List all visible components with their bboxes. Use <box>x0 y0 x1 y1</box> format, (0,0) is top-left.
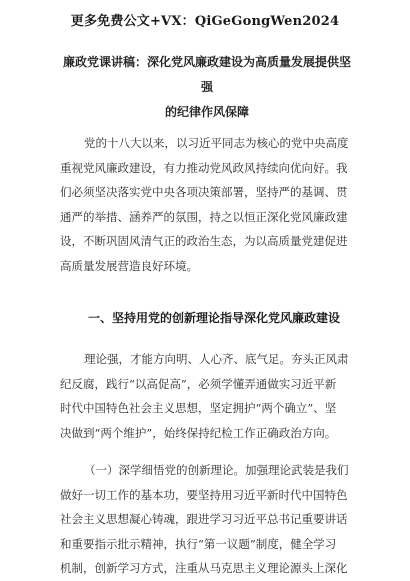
text-line: 做好一切工作的基本功，要坚持用习近平新时代中国特色 <box>60 487 348 502</box>
text-line: 设，不断巩固风清气正的政治生态，为以高质量党建促进 <box>60 234 348 248</box>
text-line: 通严的举措、涵养严的氛围，持之以恒正深化党风廉政建 <box>60 209 348 224</box>
title-line-2: 的纪律作风保障 <box>164 105 249 119</box>
document-title <box>62 50 352 125</box>
header-notice: 更多免费公文+VX：QiGeGongWen2024 <box>70 14 340 29</box>
theory-paragraph <box>60 347 355 445</box>
text-line: 理论强，才能方向明、人心齐、底气足。夯头正风肃 <box>84 352 349 366</box>
text-line: （一）深学细悟党的创新理论。加强理论武装是我们 <box>84 463 349 477</box>
text-line: 机制，创新学习方式，注重从马克思主义理论源头上深化 <box>60 561 348 575</box>
text-line: 高质量发展营造良好环境。 <box>60 258 198 273</box>
intro-paragraph <box>60 131 355 278</box>
text-line: 重视党风廉政建设，有力推动党风政风持续向优向好。我 <box>60 160 348 175</box>
section-heading: 一、坚持用党的创新理论指导深化党风廉政建设 <box>88 311 341 325</box>
subsection-paragraph <box>60 458 355 581</box>
text-line: 和重要指示批示精神，执行“第一议题”制度，健全学习 <box>60 536 337 551</box>
title-line-1: 廉政党课讲稿：深化党风廉政建设为高质量发展提供坚强 <box>62 55 351 94</box>
text-line: 决做到“两个维护”，始终保持纪检工作正确政治方向。 <box>60 425 337 440</box>
text-line: 们必须坚决落实党中央各项决策部署，坚持严的基调、贯 <box>60 185 348 199</box>
text-line: 社会主义思想凝心铸魂，跟进学习习近平总书记重要讲话 <box>60 512 348 526</box>
text-line: 时代中国特色社会主义思想，坚定拥护“两个确立”、坚 <box>60 401 337 415</box>
text-line: 纪反腐，践行“以高促高”，必须学懂弄通做实习近平新 <box>60 376 337 391</box>
text-line: 党的十八大以来，以习近平同志为核心的党中央高度 <box>84 136 349 150</box>
